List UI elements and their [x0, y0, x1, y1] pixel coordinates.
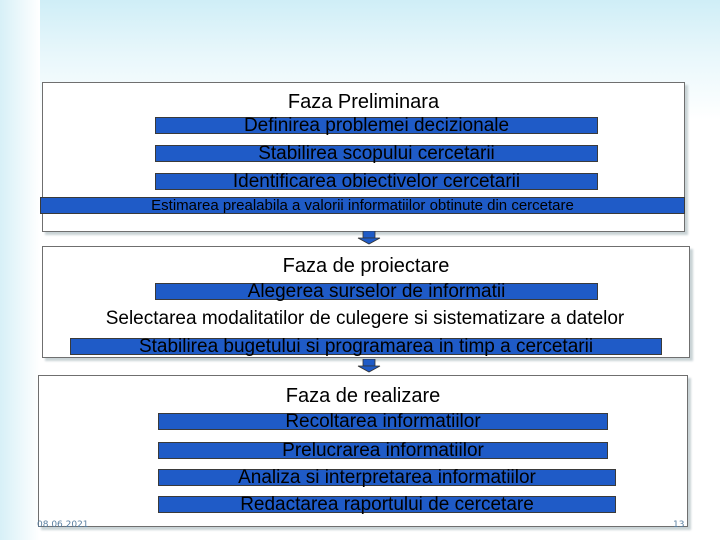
footer-date: 08.06.2021	[37, 520, 89, 530]
step-analiza-interpretarea: Analiza si interpretarea informatiilor	[158, 469, 616, 486]
phase-title: Faza de proiectare	[282, 255, 450, 277]
page-number: 13	[673, 520, 685, 530]
arrow-down-icon	[357, 231, 381, 245]
phase-title: Faza de realizare	[285, 385, 441, 407]
step-stabilirea-scopului: Stabilirea scopului cercetarii	[155, 145, 598, 162]
background-gradient-left	[0, 0, 40, 540]
step-definirea-problemei: Definirea problemei decizionale	[155, 117, 598, 134]
step-selectarea-modalitatilor: Selectarea modalitatilor de culegere si sistematizare a datelor	[105, 308, 625, 329]
step-alegerea-surselor: Alegerea surselor de informatii	[155, 283, 598, 300]
step-prelucrarea-informatiilor: Prelucrarea informatiilor	[158, 442, 608, 459]
arrow-down-icon	[357, 359, 381, 373]
step-estimarea-valorii: Estimarea prealabila a valorii informatiilor obtinute din cercetare	[40, 197, 685, 214]
phase-title: Faza Preliminara	[287, 91, 440, 113]
step-stabilirea-bugetului: Stabilirea bugetului si programarea in timp a cercetarii	[70, 338, 662, 355]
step-identificarea-obiectivelor: Identificarea obiectivelor cercetarii	[155, 173, 598, 190]
step-redactarea-raportului: Redactarea raportului de cercetare	[158, 496, 616, 513]
step-recoltarea-informatiilor: Recoltarea informatiilor	[158, 413, 608, 430]
